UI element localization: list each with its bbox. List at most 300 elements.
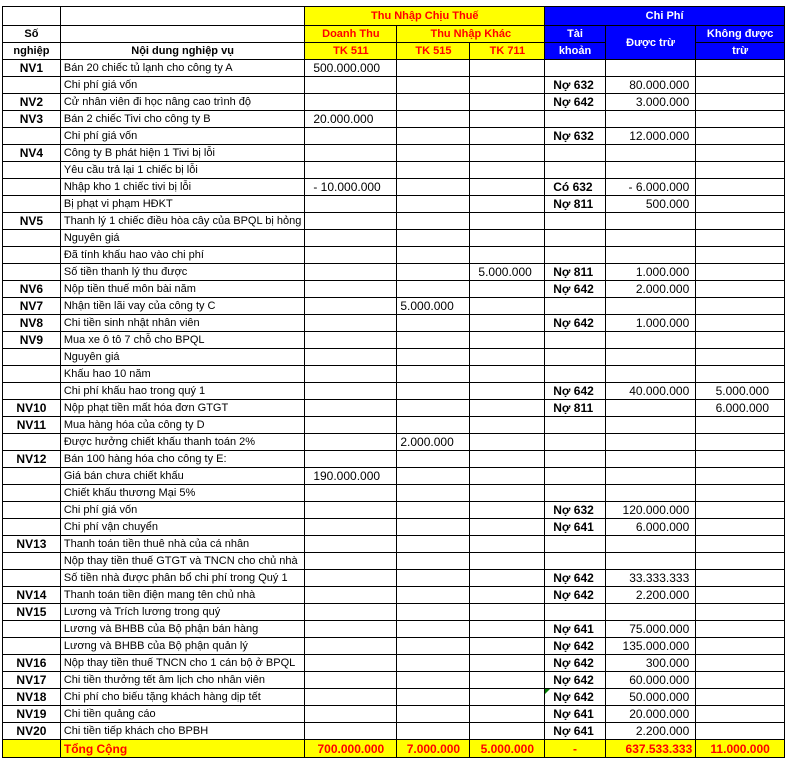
description-cell[interactable]: Chi tiền tiếp khách cho BPBH [60, 723, 304, 740]
account-cell[interactable] [545, 536, 606, 553]
tk511-cell[interactable] [305, 638, 397, 655]
account-cell[interactable]: Nợ 641 [545, 519, 606, 536]
nv-cell[interactable]: NV10 [3, 400, 61, 417]
nondeductible-cell[interactable] [696, 111, 785, 128]
nv-cell[interactable]: NV2 [3, 94, 61, 111]
tk711-cell[interactable] [470, 298, 545, 315]
nondeductible-cell[interactable] [696, 570, 785, 587]
description-cell[interactable]: Lương và Trích lương trong quý [60, 604, 304, 621]
nondeductible-cell[interactable]: 5.000.000 [696, 383, 785, 400]
nondeductible-cell[interactable] [696, 349, 785, 366]
tk515-cell[interactable] [397, 519, 470, 536]
nondeductible-cell[interactable] [696, 723, 785, 740]
tk511-cell[interactable] [305, 604, 397, 621]
tk711-cell[interactable] [470, 434, 545, 451]
nv-cell[interactable]: NV6 [3, 281, 61, 298]
tk515-cell[interactable] [397, 553, 470, 570]
description-cell[interactable]: Bán 100 hàng hóa cho công ty E: [60, 451, 304, 468]
account-cell[interactable] [545, 451, 606, 468]
nondeductible-cell[interactable] [696, 162, 785, 179]
tk711-cell[interactable] [470, 706, 545, 723]
tk711-cell[interactable] [470, 349, 545, 366]
tk515-cell[interactable] [397, 723, 470, 740]
description-cell[interactable]: Nộp thay tiền thuế TNCN cho 1 cán bộ ở BPQL [60, 655, 304, 672]
nondeductible-cell[interactable] [696, 417, 785, 434]
nv-cell[interactable] [3, 196, 61, 213]
tk515-cell[interactable]: 5.000.000 [397, 298, 470, 315]
nondeductible-cell[interactable] [696, 230, 785, 247]
description-cell[interactable]: Chiết khấu thương Mại 5% [60, 485, 304, 502]
tk711-cell[interactable] [470, 536, 545, 553]
description-cell[interactable]: Nộp phạt tiền mất hóa đơn GTGT [60, 400, 304, 417]
nondeductible-cell[interactable] [696, 247, 785, 264]
nondeductible-cell[interactable] [696, 502, 785, 519]
account-cell[interactable]: Nợ 642 [545, 315, 606, 332]
description-cell[interactable]: Chi phí khấu hao trong quý 1 [60, 383, 304, 400]
total-tk511[interactable]: 700.000.000 [305, 740, 397, 758]
account-cell[interactable]: Nợ 642 [545, 94, 606, 111]
account-cell[interactable] [545, 111, 606, 128]
tk515-cell[interactable] [397, 349, 470, 366]
nv-cell[interactable] [3, 638, 61, 655]
account-cell[interactable] [545, 349, 606, 366]
tk511-cell[interactable] [305, 672, 397, 689]
nv-cell[interactable]: NV7 [3, 298, 61, 315]
tk711-cell[interactable] [470, 247, 545, 264]
nv-cell[interactable]: NV1 [3, 60, 61, 77]
header-expenses[interactable]: Chi Phí [545, 7, 785, 26]
deductible-cell[interactable] [605, 332, 695, 349]
description-cell[interactable]: Khấu hao 10 năm [60, 366, 304, 383]
tk511-cell[interactable] [305, 553, 397, 570]
deductible-cell[interactable]: 12.000.000 [605, 128, 695, 145]
tk511-cell[interactable] [305, 77, 397, 94]
tk711-cell[interactable]: 5.000.000 [470, 264, 545, 281]
tk511-cell[interactable] [305, 230, 397, 247]
header-nondeductible-2[interactable]: trừ [696, 43, 785, 60]
header-account-1[interactable]: Tài [545, 26, 606, 43]
deductible-cell[interactable]: 120.000.000 [605, 502, 695, 519]
account-cell[interactable]: Nợ 641 [545, 706, 606, 723]
account-cell[interactable]: Nợ 811 [545, 196, 606, 213]
nondeductible-cell[interactable] [696, 196, 785, 213]
nondeductible-cell[interactable] [696, 281, 785, 298]
nv-cell[interactable] [3, 383, 61, 400]
account-cell[interactable] [545, 417, 606, 434]
nondeductible-cell[interactable]: 6.000.000 [696, 400, 785, 417]
total-nv-cell[interactable] [3, 740, 61, 758]
account-cell[interactable] [545, 230, 606, 247]
tk511-cell[interactable] [305, 655, 397, 672]
tk515-cell[interactable] [397, 706, 470, 723]
description-cell[interactable]: Chi phí giá vốn [60, 77, 304, 94]
description-cell[interactable]: Chi tiền quảng cáo [60, 706, 304, 723]
deductible-cell[interactable] [605, 536, 695, 553]
tk515-cell[interactable] [397, 383, 470, 400]
nondeductible-cell[interactable] [696, 689, 785, 706]
header-account-2[interactable]: khoản [545, 43, 606, 60]
account-cell[interactable]: Nợ 632 [545, 77, 606, 94]
nv-cell[interactable] [3, 247, 61, 264]
tk515-cell[interactable] [397, 468, 470, 485]
nv-cell[interactable] [3, 570, 61, 587]
tk515-cell[interactable] [397, 502, 470, 519]
nv-cell[interactable]: NV4 [3, 145, 61, 162]
header-tk515[interactable]: TK 515 [397, 43, 470, 60]
tk515-cell[interactable] [397, 264, 470, 281]
account-cell[interactable] [545, 162, 606, 179]
tk515-cell[interactable] [397, 94, 470, 111]
tk511-cell[interactable] [305, 128, 397, 145]
tk711-cell[interactable] [470, 60, 545, 77]
nv-cell[interactable]: NV8 [3, 315, 61, 332]
deductible-cell[interactable] [605, 485, 695, 502]
deductible-cell[interactable]: 2.200.000 [605, 587, 695, 604]
tk515-cell[interactable] [397, 587, 470, 604]
description-cell[interactable]: Nhận tiền lãi vay của công ty C [60, 298, 304, 315]
total-deductible[interactable]: 637.533.333 [605, 740, 695, 758]
tk511-cell[interactable] [305, 587, 397, 604]
tk515-cell[interactable] [397, 604, 470, 621]
tk711-cell[interactable] [470, 417, 545, 434]
tk515-cell[interactable]: 2.000.000 [397, 434, 470, 451]
account-cell[interactable]: Nợ 642 [545, 638, 606, 655]
description-cell[interactable]: Nộp thay tiền thuế GTGT và TNCN cho chủ nhà [60, 553, 304, 570]
deductible-cell[interactable] [605, 417, 695, 434]
header-blank-desc[interactable] [60, 26, 304, 43]
tk511-cell[interactable] [305, 145, 397, 162]
nondeductible-cell[interactable] [696, 485, 785, 502]
description-cell[interactable]: Được hưởng chiết khấu thanh toán 2% [60, 434, 304, 451]
deductible-cell[interactable] [605, 298, 695, 315]
tk515-cell[interactable] [397, 230, 470, 247]
description-cell[interactable]: Thanh lý 1 chiếc điều hòa cây của BPQL bị hỏng [60, 213, 304, 230]
account-cell[interactable] [545, 60, 606, 77]
nv-cell[interactable]: NV16 [3, 655, 61, 672]
description-cell[interactable]: Số tiền thanh lý thu được [60, 264, 304, 281]
deductible-cell[interactable]: 6.000.000 [605, 519, 695, 536]
tk511-cell[interactable]: 20.000.000 [305, 111, 397, 128]
tk711-cell[interactable] [470, 485, 545, 502]
tk511-cell[interactable] [305, 706, 397, 723]
nv-cell[interactable] [3, 77, 61, 94]
nv-cell[interactable]: NV12 [3, 451, 61, 468]
description-cell[interactable]: Mua xe ô tô 7 chỗ cho BPQL [60, 332, 304, 349]
deductible-cell[interactable] [605, 553, 695, 570]
deductible-cell[interactable]: 500.000 [605, 196, 695, 213]
tk511-cell[interactable] [305, 264, 397, 281]
tk511-cell[interactable]: 500.000.000 [305, 60, 397, 77]
nondeductible-cell[interactable] [696, 519, 785, 536]
header-tk711[interactable]: TK 711 [470, 43, 545, 60]
header-blank-cell[interactable] [60, 7, 304, 26]
tk711-cell[interactable] [470, 689, 545, 706]
tk711-cell[interactable] [470, 621, 545, 638]
description-cell[interactable]: Cử nhân viên đi học nâng cao trình độ [60, 94, 304, 111]
account-cell[interactable]: Nợ 641 [545, 621, 606, 638]
tk711-cell[interactable] [470, 315, 545, 332]
account-cell[interactable] [545, 468, 606, 485]
nondeductible-cell[interactable] [696, 145, 785, 162]
description-cell[interactable]: Mua hàng hóa của công ty D [60, 417, 304, 434]
nv-cell[interactable] [3, 162, 61, 179]
description-cell[interactable]: Giá bán chưa chiết khấu [60, 468, 304, 485]
tk511-cell[interactable] [305, 451, 397, 468]
deductible-cell[interactable]: 135.000.000 [605, 638, 695, 655]
nv-cell[interactable]: NV3 [3, 111, 61, 128]
deductible-cell[interactable]: 50.000.000 [605, 689, 695, 706]
nv-cell[interactable]: NV14 [3, 587, 61, 604]
deductible-cell[interactable] [605, 60, 695, 77]
description-cell[interactable]: Bị phạt vi phạm HĐKT [60, 196, 304, 213]
nv-cell[interactable] [3, 349, 61, 366]
tk515-cell[interactable] [397, 145, 470, 162]
tk711-cell[interactable] [470, 672, 545, 689]
description-cell[interactable]: Nguyên giá [60, 349, 304, 366]
tk515-cell[interactable] [397, 366, 470, 383]
deductible-cell[interactable]: 2.000.000 [605, 281, 695, 298]
deductible-cell[interactable]: 60.000.000 [605, 672, 695, 689]
nondeductible-cell[interactable] [696, 128, 785, 145]
tk711-cell[interactable] [470, 383, 545, 400]
description-cell[interactable]: Chi phí giá vốn [60, 128, 304, 145]
header-tk511[interactable]: TK 511 [305, 43, 397, 60]
header-taxable-income[interactable]: Thu Nhập Chịu Thuế [305, 7, 545, 26]
nondeductible-cell[interactable] [696, 553, 785, 570]
tk515-cell[interactable] [397, 485, 470, 502]
header-corner-cell[interactable] [3, 7, 61, 26]
tk511-cell[interactable] [305, 536, 397, 553]
nondeductible-cell[interactable] [696, 315, 785, 332]
account-cell[interactable] [545, 604, 606, 621]
tk515-cell[interactable] [397, 570, 470, 587]
nv-cell[interactable]: NV13 [3, 536, 61, 553]
tk711-cell[interactable] [470, 145, 545, 162]
tk711-cell[interactable] [470, 502, 545, 519]
total-tk515[interactable]: 7.000.000 [397, 740, 470, 758]
account-cell[interactable] [545, 213, 606, 230]
total-account[interactable]: - [545, 740, 606, 758]
tk511-cell[interactable] [305, 298, 397, 315]
deductible-cell[interactable] [605, 162, 695, 179]
tk511-cell[interactable] [305, 400, 397, 417]
deductible-cell[interactable] [605, 349, 695, 366]
deductible-cell[interactable]: 33.333.333 [605, 570, 695, 587]
description-cell[interactable]: Lương và BHBB của Bộ phận bán hàng [60, 621, 304, 638]
account-cell[interactable]: Nợ 811 [545, 264, 606, 281]
description-cell[interactable]: Chi tiền thưởng tết âm lịch cho nhân viên [60, 672, 304, 689]
nv-cell[interactable] [3, 468, 61, 485]
tk515-cell[interactable] [397, 179, 470, 196]
nv-cell[interactable] [3, 366, 61, 383]
tk515-cell[interactable] [397, 162, 470, 179]
tk515-cell[interactable] [397, 689, 470, 706]
tk711-cell[interactable] [470, 128, 545, 145]
nondeductible-cell[interactable] [696, 587, 785, 604]
nondeductible-cell[interactable] [696, 638, 785, 655]
total-nondeductible[interactable]: 11.000.000 [696, 740, 785, 758]
nv-cell[interactable]: NV20 [3, 723, 61, 740]
tk711-cell[interactable] [470, 77, 545, 94]
tk711-cell[interactable] [470, 162, 545, 179]
tk511-cell[interactable] [305, 349, 397, 366]
account-cell[interactable]: Nợ 642 [545, 689, 606, 706]
tk711-cell[interactable] [470, 332, 545, 349]
account-cell[interactable]: Nợ 642 [545, 383, 606, 400]
header-nondeductible-1[interactable]: Không được [696, 26, 785, 43]
total-label[interactable]: Tổng Cộng [60, 740, 304, 758]
tk711-cell[interactable] [470, 94, 545, 111]
tk515-cell[interactable] [397, 417, 470, 434]
description-cell[interactable]: Bán 2 chiếc Tivi cho công ty B [60, 111, 304, 128]
tk711-cell[interactable] [470, 111, 545, 128]
deductible-cell[interactable]: 80.000.000 [605, 77, 695, 94]
tk511-cell[interactable] [305, 417, 397, 434]
account-cell[interactable]: Nợ 642 [545, 672, 606, 689]
account-cell[interactable]: Nợ 641 [545, 723, 606, 740]
account-cell[interactable]: Nợ 811 [545, 400, 606, 417]
tk515-cell[interactable] [397, 672, 470, 689]
description-cell[interactable]: Chi phí giá vốn [60, 502, 304, 519]
nv-cell[interactable] [3, 264, 61, 281]
nv-cell[interactable]: NV19 [3, 706, 61, 723]
description-cell[interactable]: Chi phí vận chuyển [60, 519, 304, 536]
tk711-cell[interactable] [470, 553, 545, 570]
nv-cell[interactable] [3, 519, 61, 536]
description-cell[interactable]: Nộp tiền thuế môn bài năm [60, 281, 304, 298]
tk515-cell[interactable] [397, 60, 470, 77]
nv-cell[interactable]: NV11 [3, 417, 61, 434]
nv-cell[interactable]: NV9 [3, 332, 61, 349]
deductible-cell[interactable] [605, 400, 695, 417]
description-cell[interactable]: Chi phí cho biếu tặng khách hàng dịp tết [60, 689, 304, 706]
tk515-cell[interactable] [397, 315, 470, 332]
nondeductible-cell[interactable] [696, 434, 785, 451]
description-cell[interactable]: Công ty B phát hiện 1 Tivi bị lỗi [60, 145, 304, 162]
description-cell[interactable]: Số tiền nhà được phân bổ chi phí trong Quý 1 [60, 570, 304, 587]
nondeductible-cell[interactable] [696, 60, 785, 77]
tk515-cell[interactable] [397, 655, 470, 672]
deductible-cell[interactable]: 2.200.000 [605, 723, 695, 740]
nv-cell[interactable] [3, 230, 61, 247]
nv-cell[interactable] [3, 434, 61, 451]
tk515-cell[interactable] [397, 128, 470, 145]
header-deductible[interactable]: Được trừ [605, 26, 695, 60]
description-cell[interactable]: Chi tiền sinh nhật nhân viên [60, 315, 304, 332]
nv-cell[interactable]: NV15 [3, 604, 61, 621]
nondeductible-cell[interactable] [696, 536, 785, 553]
tk515-cell[interactable] [397, 400, 470, 417]
account-cell[interactable]: Nợ 632 [545, 502, 606, 519]
tk711-cell[interactable] [470, 400, 545, 417]
nondeductible-cell[interactable] [696, 179, 785, 196]
tk511-cell[interactable] [305, 366, 397, 383]
deductible-cell[interactable] [605, 434, 695, 451]
tk711-cell[interactable] [470, 196, 545, 213]
tk515-cell[interactable] [397, 332, 470, 349]
account-cell[interactable]: Nợ 632 [545, 128, 606, 145]
account-cell[interactable]: Nợ 642 [545, 655, 606, 672]
account-cell[interactable] [545, 145, 606, 162]
description-cell[interactable]: Nhập kho 1 chiếc tivi bị lỗi [60, 179, 304, 196]
tk515-cell[interactable] [397, 536, 470, 553]
deductible-cell[interactable] [605, 145, 695, 162]
nondeductible-cell[interactable] [696, 468, 785, 485]
nondeductible-cell[interactable] [696, 451, 785, 468]
nv-cell[interactable] [3, 179, 61, 196]
tk711-cell[interactable] [470, 213, 545, 230]
nv-cell[interactable]: NV17 [3, 672, 61, 689]
tk711-cell[interactable] [470, 366, 545, 383]
deductible-cell[interactable] [605, 230, 695, 247]
account-cell[interactable] [545, 298, 606, 315]
header-description[interactable]: Nội dung nghiệp vụ [60, 43, 304, 60]
tk511-cell[interactable] [305, 434, 397, 451]
description-cell[interactable]: Nguyên giá [60, 230, 304, 247]
nondeductible-cell[interactable] [696, 655, 785, 672]
tk711-cell[interactable] [470, 570, 545, 587]
account-cell[interactable] [545, 366, 606, 383]
total-tk711[interactable]: 5.000.000 [470, 740, 545, 758]
deductible-cell[interactable] [605, 111, 695, 128]
deductible-cell[interactable]: 3.000.000 [605, 94, 695, 111]
account-cell[interactable] [545, 434, 606, 451]
tk511-cell[interactable] [305, 162, 397, 179]
deductible-cell[interactable] [605, 604, 695, 621]
tk511-cell[interactable] [305, 196, 397, 213]
deductible-cell[interactable]: 300.000 [605, 655, 695, 672]
tk515-cell[interactable] [397, 213, 470, 230]
nondeductible-cell[interactable] [696, 94, 785, 111]
description-cell[interactable]: Yêu cầu trả lại 1 chiếc bị lỗi [60, 162, 304, 179]
nondeductible-cell[interactable] [696, 77, 785, 94]
tk511-cell[interactable] [305, 621, 397, 638]
account-cell[interactable]: Nợ 642 [545, 570, 606, 587]
tk711-cell[interactable] [470, 281, 545, 298]
deductible-cell[interactable] [605, 468, 695, 485]
description-cell[interactable]: Thanh toán tiền thuê nhà của cá nhân [60, 536, 304, 553]
nv-cell[interactable] [3, 621, 61, 638]
description-cell[interactable]: Đã tính khấu hao vào chi phí [60, 247, 304, 264]
account-cell[interactable]: Có 632 [545, 179, 606, 196]
header-revenue[interactable]: Doanh Thu [305, 26, 397, 43]
tk515-cell[interactable] [397, 196, 470, 213]
tk711-cell[interactable] [470, 638, 545, 655]
tk511-cell[interactable] [305, 485, 397, 502]
deductible-cell[interactable]: - 6.000.000 [605, 179, 695, 196]
nondeductible-cell[interactable] [696, 264, 785, 281]
tk711-cell[interactable] [470, 451, 545, 468]
tk515-cell[interactable] [397, 281, 470, 298]
nv-cell[interactable] [3, 553, 61, 570]
tk511-cell[interactable] [305, 315, 397, 332]
nondeductible-cell[interactable] [696, 672, 785, 689]
deductible-cell[interactable]: 1.000.000 [605, 264, 695, 281]
nondeductible-cell[interactable] [696, 706, 785, 723]
account-cell[interactable] [545, 553, 606, 570]
deductible-cell[interactable] [605, 366, 695, 383]
tk511-cell[interactable] [305, 723, 397, 740]
account-cell[interactable]: Nợ 642 [545, 587, 606, 604]
account-cell[interactable] [545, 485, 606, 502]
nondeductible-cell[interactable] [696, 298, 785, 315]
nv-cell[interactable]: NV18 [3, 689, 61, 706]
tk511-cell[interactable] [305, 332, 397, 349]
description-cell[interactable]: Bán 20 chiếc tủ lạnh cho công ty A [60, 60, 304, 77]
header-nghiep[interactable]: nghiệp [3, 43, 61, 60]
account-cell[interactable] [545, 247, 606, 264]
nondeductible-cell[interactable] [696, 332, 785, 349]
